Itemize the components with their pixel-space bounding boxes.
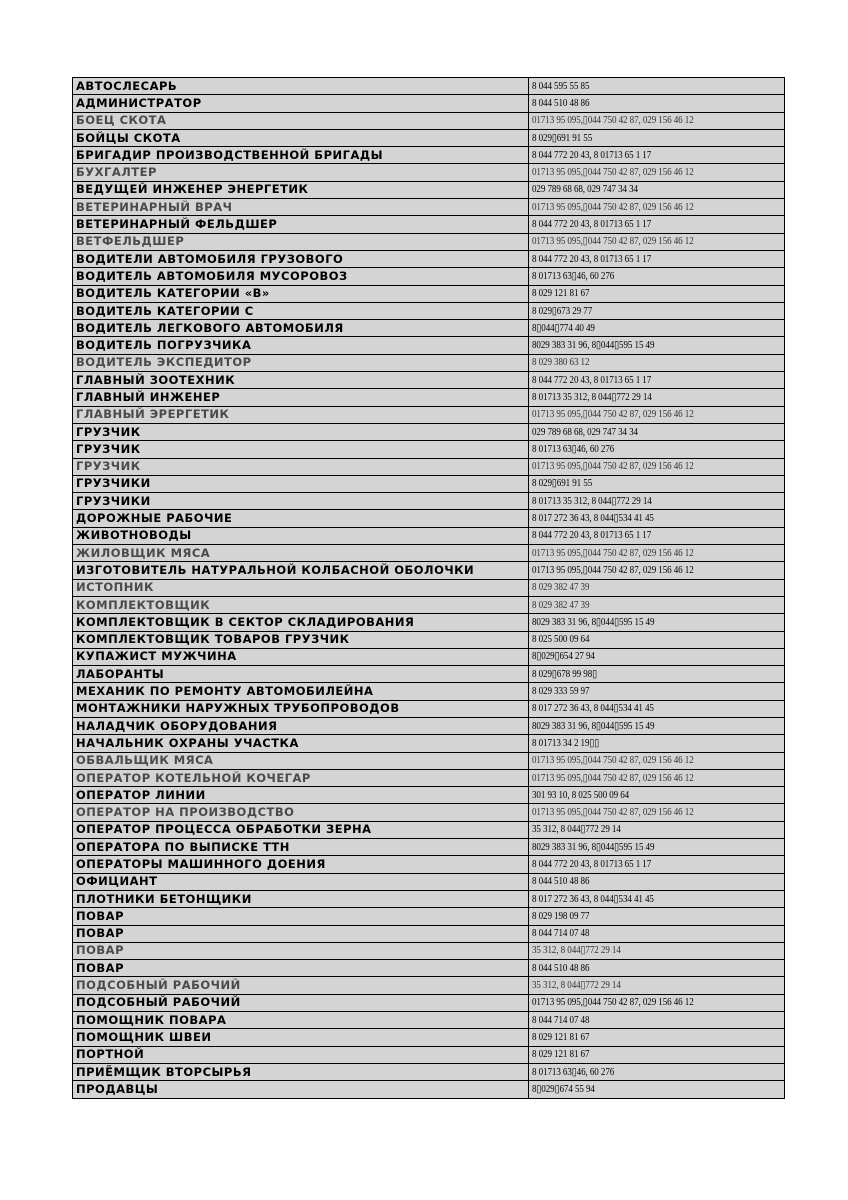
phone-cell xyxy=(529,95,785,112)
job-title-cell: ВЕТЕРИНАРНЫЙ ВРАЧ xyxy=(73,199,529,216)
phone-number: 8 029 121 81 67 xyxy=(532,288,590,300)
job-title-cell: КОМПЛЕКТОВЩИК xyxy=(73,596,529,613)
job-title-cell: ЖИЛОВЩИК МЯСА xyxy=(73,545,529,562)
job-title-cell: ЖИВОТНОВОДЫ xyxy=(73,527,529,544)
table-row xyxy=(73,717,785,734)
table-row xyxy=(73,890,785,907)
table-row xyxy=(73,1012,785,1029)
table-row xyxy=(73,925,785,942)
table-row xyxy=(73,181,785,198)
phone-cell xyxy=(529,475,785,492)
table-row xyxy=(73,406,785,423)
phone-cell xyxy=(529,908,785,925)
table-row xyxy=(73,268,785,285)
table-row xyxy=(73,735,785,752)
phone-number: 8 025 500 09 64 xyxy=(532,634,590,646)
phone-number: 8 029 333 59 97 xyxy=(532,686,590,698)
table-row xyxy=(73,873,785,890)
table-row xyxy=(73,423,785,440)
phone-cell xyxy=(529,769,785,786)
table-row xyxy=(73,787,785,804)
table-row xyxy=(73,856,785,873)
phone-cell xyxy=(529,129,785,146)
table-row xyxy=(73,527,785,544)
phone-number: 8 029 382 47 39 xyxy=(532,599,590,611)
phone-number: 8 01713 35 312, 8 044▯772 29 14 xyxy=(532,391,652,403)
phone-cell xyxy=(529,147,785,164)
job-title-cell: ВОДИТЕЛЬ КАТЕГОРИИ «В» xyxy=(73,285,529,302)
phone-cell xyxy=(529,994,785,1011)
phone-number: 8 029▯691 91 55 xyxy=(532,132,593,144)
table-row xyxy=(73,199,785,216)
table-row xyxy=(73,250,785,267)
phone-cell xyxy=(529,1063,785,1080)
phone-number: 8 044 595 55 85 xyxy=(532,80,590,92)
phone-cell xyxy=(529,873,785,890)
phone-number: 029 789 68 68, 029 747 34 34 xyxy=(532,184,638,196)
job-title-cell: ВОДИТЕЛЬ ЭКСПЕДИТОР xyxy=(73,354,529,371)
table-row xyxy=(73,320,785,337)
phone-cell xyxy=(529,441,785,458)
job-title-cell: БОЕЦ СКОТА xyxy=(73,112,529,129)
phone-cell xyxy=(529,423,785,440)
job-title-cell: НАЧАЛЬНИК ОХРАНЫ УЧАСТКА xyxy=(73,735,529,752)
job-title-cell: ВЕДУЩЕЙ ИНЖЕНЕР ЭНЕРГЕТИК xyxy=(73,181,529,198)
phone-cell xyxy=(529,389,785,406)
phone-number: 8 017 272 36 43, 8 044▯534 41 45 xyxy=(532,703,654,715)
job-title-cell: АДМИНИСТРАТОР xyxy=(73,95,529,112)
phone-number: 01713 95 095,▯044 750 42 87, 029 156 46 12 xyxy=(532,201,694,213)
phone-cell xyxy=(529,735,785,752)
phone-cell xyxy=(529,354,785,371)
table-row xyxy=(73,648,785,665)
phone-number: 8 01713 63▯46, 60 276 xyxy=(532,1066,615,1078)
job-title-cell: ПРОДАВЦЫ xyxy=(73,1081,529,1098)
phone-number: 01713 95 095,▯044 750 42 87, 029 156 46 12 xyxy=(532,564,694,576)
phone-cell xyxy=(529,579,785,596)
phone-cell xyxy=(529,787,785,804)
phone-cell xyxy=(529,804,785,821)
phone-cell xyxy=(529,337,785,354)
phone-cell xyxy=(529,596,785,613)
phone-number: 029 789 68 68, 029 747 34 34 xyxy=(532,426,638,438)
phone-cell xyxy=(529,112,785,129)
job-title-cell: ИЗГОТОВИТЕЛЬ НАТУРАЛЬНОЙ КОЛБАСНОЙ ОБОЛОЧКИ xyxy=(73,562,529,579)
phone-cell xyxy=(529,717,785,734)
job-title-cell: ГРУЗЧИКИ xyxy=(73,475,529,492)
phone-cell xyxy=(529,1012,785,1029)
phone-number: 301 93 10, 8 025 500 09 64 xyxy=(532,789,630,801)
phone-number: 8 044 510 48 86 xyxy=(532,876,590,888)
table-row xyxy=(73,147,785,164)
job-title-cell: МОНТАЖНИКИ НАРУЖНЫХ ТРУБОПРОВОДОВ xyxy=(73,700,529,717)
table-row xyxy=(73,233,785,250)
table-row xyxy=(73,458,785,475)
table-row xyxy=(73,510,785,527)
phone-cell xyxy=(529,562,785,579)
job-title-cell: ОПЕРАТОР ПРОЦЕССА ОБРАБОТКИ ЗЕРНА xyxy=(73,821,529,838)
job-title-cell: БУХГАЛТЕР xyxy=(73,164,529,181)
table-row xyxy=(73,821,785,838)
phone-number: 8 029 380 63 12 xyxy=(532,357,590,369)
job-title-cell: ИСТОПНИК xyxy=(73,579,529,596)
phone-number: 8 01713 63▯46, 60 276 xyxy=(532,270,615,282)
job-title-cell: МЕХАНИК ПО РЕМОНТУ АВТОМОБИЛЕЙНА xyxy=(73,683,529,700)
phone-number: 8 029▯673 29 77 xyxy=(532,305,593,317)
phone-cell xyxy=(529,458,785,475)
job-title-cell: ОБВАЛЬЩИК МЯСА xyxy=(73,752,529,769)
phone-number: 01713 95 095,▯044 750 42 87, 029 156 46 12 xyxy=(532,807,694,819)
phone-number: 8029 383 31 96, 8▯044▯595 15 49 xyxy=(532,340,655,352)
job-title-cell: ПОВАР xyxy=(73,942,529,959)
table-row xyxy=(73,389,785,406)
table-row xyxy=(73,960,785,977)
phone-cell xyxy=(529,1081,785,1098)
job-title-cell: ОПЕРАТОР КОТЕЛЬНОЙ КОЧЕГАР xyxy=(73,769,529,786)
table-row xyxy=(73,285,785,302)
phone-cell xyxy=(529,268,785,285)
phone-cell xyxy=(529,890,785,907)
phone-number: 8 044 772 20 43, 8 01713 65 1 17 xyxy=(532,530,652,542)
table-row xyxy=(73,666,785,683)
phone-cell xyxy=(529,977,785,994)
phone-cell xyxy=(529,648,785,665)
job-title-cell: АВТОСЛЕСАРЬ xyxy=(73,78,529,95)
phone-cell xyxy=(529,700,785,717)
phone-cell xyxy=(529,631,785,648)
phone-cell xyxy=(529,925,785,942)
job-title-cell: ГЛАВНЫЙ ЗООТЕХНИК xyxy=(73,372,529,389)
phone-cell xyxy=(529,683,785,700)
job-title-cell: ВОДИТЕЛЬ АВТОМОБИЛЯ МУСОРОВОЗ xyxy=(73,268,529,285)
phone-cell xyxy=(529,821,785,838)
job-title-cell: БРИГАДИР ПРОИЗВОДСТВЕННОЙ БРИГАДЫ xyxy=(73,147,529,164)
phone-number: 8 044 772 20 43, 8 01713 65 1 17 xyxy=(532,859,652,870)
phone-cell xyxy=(529,372,785,389)
job-title-cell: ПОДСОБНЫЙ РАБОЧИЙ xyxy=(73,977,529,994)
phone-number: 01713 95 095,▯044 750 42 87, 029 156 46 12 xyxy=(532,236,694,248)
table-row xyxy=(73,337,785,354)
phone-cell xyxy=(529,493,785,510)
table-row xyxy=(73,302,785,319)
phone-number: 8▯029▯674 55 94 xyxy=(532,1083,595,1095)
phone-number: 35 312, 8 044▯772 29 14 xyxy=(532,980,621,992)
job-title-cell: ПРИЁМЩИК ВТОРСЫРЬЯ xyxy=(73,1063,529,1080)
phone-cell xyxy=(529,302,785,319)
table-row xyxy=(73,441,785,458)
table-row xyxy=(73,562,785,579)
phone-number: 8 044 772 20 43, 8 01713 65 1 17 xyxy=(532,219,652,231)
table-row xyxy=(73,752,785,769)
phone-number: 8 029▯678 99 98▯ xyxy=(532,668,598,680)
job-title-cell: ПЛОТНИКИ БЕТОНЩИКИ xyxy=(73,890,529,907)
phone-number: 8 029 198 09 77 xyxy=(532,910,590,922)
job-title-cell: ПОВАР xyxy=(73,908,529,925)
phone-number: 8 044 510 48 86 xyxy=(532,962,590,974)
job-title-cell: ПОДСОБНЫЙ РАБОЧИЙ xyxy=(73,994,529,1011)
phone-number: 8 044 772 20 43, 8 01713 65 1 17 xyxy=(532,374,652,386)
table-row xyxy=(73,769,785,786)
phone-number: 8 017 272 36 43, 8 044▯534 41 45 xyxy=(532,513,654,525)
phone-cell xyxy=(529,839,785,856)
table-row xyxy=(73,95,785,112)
job-title-cell: ОПЕРАТОРА ПО ВЫПИСКЕ ТТН xyxy=(73,839,529,856)
table-row xyxy=(73,977,785,994)
table-row xyxy=(73,78,785,95)
table-row xyxy=(73,596,785,613)
table-row xyxy=(73,839,785,856)
job-title-cell: КОМПЛЕКТОВЩИК В СЕКТОР СКЛАДИРОВАНИЯ xyxy=(73,614,529,631)
job-title-cell: ПОМОЩНИК ПОВАРА xyxy=(73,1012,529,1029)
job-title-cell: ЛАБОРАНТЫ xyxy=(73,666,529,683)
job-title-cell: ПОВАР xyxy=(73,960,529,977)
phone-cell xyxy=(529,856,785,873)
phone-cell xyxy=(529,78,785,95)
job-title-cell: ГЛАВНЫЙ ЭРЕРГЕТИК xyxy=(73,406,529,423)
phone-cell xyxy=(529,1046,785,1063)
table-row xyxy=(73,545,785,562)
table-row xyxy=(73,942,785,959)
phone-number: 01713 95 095,▯044 750 42 87, 029 156 46 12 xyxy=(532,115,694,127)
table-row xyxy=(73,493,785,510)
job-title-cell: КУПАЖИСТ МУЖЧИНА xyxy=(73,648,529,665)
phone-cell xyxy=(529,320,785,337)
phone-number: 8 029▯691 91 55 xyxy=(532,478,593,490)
phone-number: 01713 95 095,▯044 750 42 87, 029 156 46 12 xyxy=(532,409,694,421)
phone-cell xyxy=(529,164,785,181)
phone-cell xyxy=(529,545,785,562)
job-title-cell: ГЛАВНЫЙ ИНЖЕНЕР xyxy=(73,389,529,406)
table-row xyxy=(73,683,785,700)
table-row xyxy=(73,129,785,146)
job-title-cell: ВОДИТЕЛЬ ЛЕГКОВОГО АВТОМОБИЛЯ xyxy=(73,320,529,337)
job-title-cell: ОПЕРАТОР ЛИНИИ xyxy=(73,787,529,804)
phone-number: 8▯029▯654 27 94 xyxy=(532,651,595,663)
job-title-cell: ПОМОЩНИК ШВЕИ xyxy=(73,1029,529,1046)
phone-number: 01713 95 095,▯044 750 42 87, 029 156 46 12 xyxy=(532,461,694,473)
job-title-cell: ВОДИТЕЛИ АВТОМОБИЛЯ ГРУЗОВОГО xyxy=(73,250,529,267)
job-title-cell: ГРУЗЧИК xyxy=(73,458,529,475)
table-row xyxy=(73,216,785,233)
job-title-cell: ПОВАР xyxy=(73,925,529,942)
phone-number: 8 044 714 07 48 xyxy=(532,1014,590,1026)
phone-number: 8 044 772 20 43, 8 01713 65 1 17 xyxy=(532,253,652,265)
phone-number: 8029 383 31 96, 8▯044▯595 15 49 xyxy=(532,616,655,628)
table-row xyxy=(73,700,785,717)
table-row xyxy=(73,112,785,129)
phone-cell xyxy=(529,752,785,769)
phone-number: 8 029 121 81 67 xyxy=(532,1031,590,1043)
table-row xyxy=(73,579,785,596)
phone-number: 8 029 121 81 67 xyxy=(532,1049,590,1061)
phone-cell xyxy=(529,233,785,250)
phone-cell xyxy=(529,666,785,683)
table-row xyxy=(73,354,785,371)
phone-cell xyxy=(529,510,785,527)
table-row xyxy=(73,631,785,648)
job-title-cell: ДОРОЖНЫЕ РАБОЧИЕ xyxy=(73,510,529,527)
phone-cell xyxy=(529,527,785,544)
phone-number: 8 044 510 48 86 xyxy=(532,97,590,109)
phone-number: 8 044 772 20 43, 8 01713 65 1 17 xyxy=(532,149,652,161)
phone-number: 01713 95 095,▯044 750 42 87, 029 156 46 12 xyxy=(532,997,694,1009)
phone-cell xyxy=(529,199,785,216)
job-title-cell: ОПЕРАТОР НА ПРОИЗВОДСТВО xyxy=(73,804,529,821)
job-title-cell: КОМПЛЕКТОВЩИК ТОВАРОВ ГРУЗЧИК xyxy=(73,631,529,648)
table-row xyxy=(73,475,785,492)
phone-cell xyxy=(529,181,785,198)
phone-cell xyxy=(529,285,785,302)
phone-cell xyxy=(529,250,785,267)
phone-number: 01713 95 095,▯044 750 42 87, 029 156 46 12 xyxy=(532,772,694,784)
phone-number: 8▯044▯774 40 49 xyxy=(532,322,595,334)
job-title-cell: ВЕТЕРИНАРНЫЙ ФЕЛЬДШЕР xyxy=(73,216,529,233)
job-title-cell: ГРУЗЧИК xyxy=(73,441,529,458)
phone-cell xyxy=(529,942,785,959)
phone-number: 8029 383 31 96, 8▯044▯595 15 49 xyxy=(532,841,655,853)
phone-cell xyxy=(529,1029,785,1046)
phone-number: 01713 95 095,▯044 750 42 87, 029 156 46 12 xyxy=(532,547,694,559)
job-title-cell: ПОРТНОЙ xyxy=(73,1046,529,1063)
vacancy-table xyxy=(72,77,785,1099)
table-row xyxy=(73,1029,785,1046)
table-row xyxy=(73,164,785,181)
job-title-cell: ОФИЦИАНТ xyxy=(73,873,529,890)
job-title-cell: ВОДИТЕЛЬ КАТЕГОРИИ С xyxy=(73,302,529,319)
phone-number: 35 312, 8 044▯772 29 14 xyxy=(532,945,621,957)
phone-number: 8 01713 63▯46, 60 276 xyxy=(532,443,615,455)
phone-number: 8 01713 35 312, 8 044▯772 29 14 xyxy=(532,495,652,507)
job-title-cell: ГРУЗЧИКИ xyxy=(73,493,529,510)
phone-number: 01713 95 095,▯044 750 42 87, 029 156 46 12 xyxy=(532,755,694,767)
table-row xyxy=(73,1063,785,1080)
job-title-cell: НАЛАДЧИК ОБОРУДОВАНИЯ xyxy=(73,717,529,734)
phone-number: 8 044 714 07 48 xyxy=(532,928,590,940)
phone-cell xyxy=(529,216,785,233)
phone-cell xyxy=(529,614,785,631)
job-title-cell: ВОДИТЕЛЬ ПОГРУЗЧИКА xyxy=(73,337,529,354)
job-title-cell: ГРУЗЧИК xyxy=(73,423,529,440)
phone-number: 35 312, 8 044▯772 29 14 xyxy=(532,824,621,836)
phone-number: 8 017 272 36 43, 8 044▯534 41 45 xyxy=(532,893,654,905)
table-row xyxy=(73,1046,785,1063)
table-row xyxy=(73,908,785,925)
table-row xyxy=(73,614,785,631)
phone-cell xyxy=(529,960,785,977)
job-title-cell: ВЕТФЕЛЬДШЕР xyxy=(73,233,529,250)
phone-cell xyxy=(529,406,785,423)
job-title-cell: БОЙЦЫ СКОТА xyxy=(73,129,529,146)
table-row xyxy=(73,372,785,389)
job-title-cell: ОПЕРАТОРЫ МАШИННОГО ДОЕНИЯ xyxy=(73,856,529,873)
table-row xyxy=(73,994,785,1011)
phone-number: 01713 95 095,▯044 750 42 87, 029 156 46 12 xyxy=(532,167,694,179)
vacancy-table-body xyxy=(73,78,785,1099)
phone-number: 8 029 382 47 39 xyxy=(532,582,590,594)
phone-number: 8 01713 34 2 19▯▯ xyxy=(532,737,600,749)
table-row xyxy=(73,804,785,821)
table-row xyxy=(73,1081,785,1098)
phone-number: 8029 383 31 96, 8▯044▯595 15 49 xyxy=(532,720,655,732)
